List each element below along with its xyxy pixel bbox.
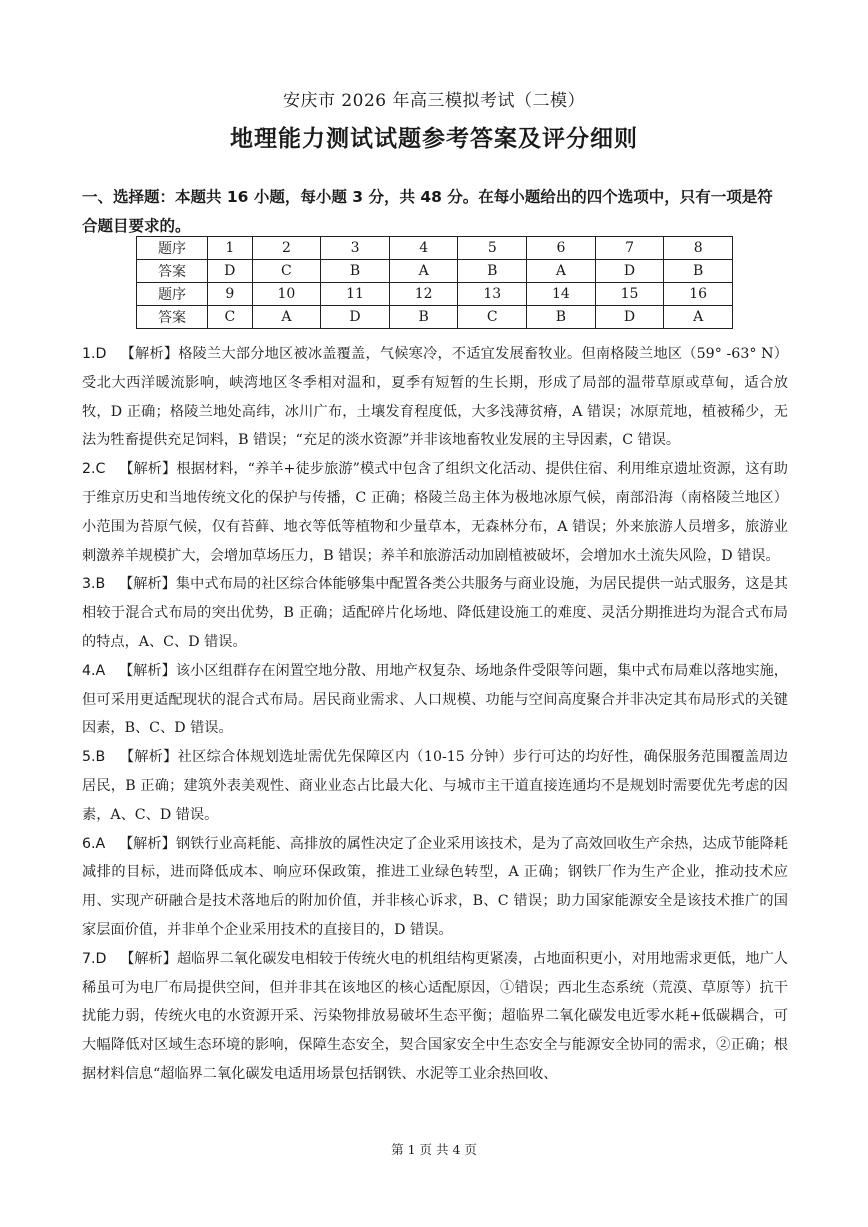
- table-cell: D: [595, 306, 664, 329]
- table-cell: C: [458, 306, 527, 329]
- table-cell: 12: [389, 283, 458, 306]
- row-label: 题序: [137, 237, 208, 260]
- explanation-text: 格陵兰大部分地区被冰盖覆盖，气候寒冷，不适宜发展畜牧业。但南格陵兰地区（59° -63° N）受北大西洋暖流影响，峡湾地区冬季相对温和，夏季有短暂的生长期，形成了局部的温带草原或草甸，适合放牧，D 正确；格陵兰地处高纬，冰川广布，土壤发育程度低，大多浅薄贫瘠，A 错误；冰原荒地，植被稀少，无法为牲畜提供充足饲料，B 错误；“充足的淡水资源”并非该地畜牧业发展的主导因素，C 错误。: [82, 346, 788, 449]
- table-cell: A: [252, 306, 321, 329]
- explanation-text: 集中式布局的社区综合体能够集中配置各类公共服务与商业设施，为居民提供一站式服务，这是其相较于混合式布局的突出优势，B 正确；适配碎片化场地、降低建设施工的难度、灵活分期推进均为混合式布局的特点，A、C、D 错误。: [82, 576, 788, 650]
- table-cell: 8: [664, 237, 733, 260]
- question-answer: 2.C: [82, 461, 106, 478]
- table-cell: C: [208, 306, 253, 329]
- explanation-item: [82, 830, 788, 945]
- table-cell: 13: [458, 283, 527, 306]
- table-cell: B: [527, 306, 596, 329]
- table-cell: 2: [252, 237, 321, 260]
- question-answer: 4.A: [82, 662, 106, 679]
- table-cell: A: [389, 260, 458, 283]
- table-cell: 10: [252, 283, 321, 306]
- table-cell: 1: [208, 237, 253, 260]
- analysis-tag: 【解析】: [118, 662, 176, 679]
- table-cell: D: [595, 260, 664, 283]
- explanation-item: [82, 657, 788, 743]
- table-cell: B: [664, 260, 733, 283]
- question-answer: 7.D: [82, 950, 107, 967]
- analysis-tag: 【解析】: [118, 576, 176, 593]
- table-cell: 9: [208, 283, 253, 306]
- analysis-tag: 【解析】: [119, 461, 177, 478]
- question-answer: 5.B: [82, 749, 106, 766]
- explanation-item: [82, 570, 788, 656]
- table-cell: 14: [527, 283, 596, 306]
- table-cell: B: [389, 306, 458, 329]
- table-cell: A: [527, 260, 596, 283]
- explanation-item: [82, 743, 788, 829]
- table-cell: B: [458, 260, 527, 283]
- table-cell: D: [208, 260, 253, 283]
- table-cell: A: [664, 306, 733, 329]
- explanation-item: [82, 945, 788, 1089]
- table-cell: B: [321, 260, 390, 283]
- explanations-list: [82, 340, 788, 1089]
- table-cell: C: [252, 260, 321, 283]
- explanation-text: 社区综合体规划选址需优先保障区内（10-15 分钟）步行可达的均好性，确保服务范围覆盖周边居民，B 正确；建筑外表美观性、商业业态占比最大化、与城市主干道直接连通均不是规划时需要优先考虑的因素，A、C、D 错误。: [82, 749, 789, 823]
- table-cell: 3: [321, 237, 390, 260]
- exam-title: 安庆市 2026 年高三模拟考试（二模）: [282, 91, 586, 111]
- analysis-tag: 【解析】: [120, 346, 179, 362]
- table-row: [137, 306, 733, 329]
- section-heading: 一、选择题：本题共 16 小题，每小题 3 分，共 48 分。在每小题给出的四个选项中，只有一项是符合题目要求的。: [82, 188, 773, 235]
- explanation-item: [82, 340, 788, 455]
- question-answer: 3.B: [82, 576, 106, 593]
- table-cell: 11: [321, 283, 390, 306]
- question-answer: 1.D: [82, 346, 107, 362]
- table-cell: 7: [595, 237, 664, 260]
- explanation-text: 根据材料，“养羊+徒步旅游”模式中包含了组织文化活动、提供住宿、利用维京遗址资源，这有助于维京历史和当地传统文化的保护与传播，C 正确；格陵兰岛主体为极地冰原气候，南部沿海（南格陵兰地区）小范围为苔原气候，仅有苔藓、地衣等低等植物和少量草本，无森林分布，A 错误；外来旅游人员增多，旅游业刺激养羊规模扩大，会增加草场压力，B 错误；养羊和旅游活动加剧植被破坏，会增加水土流失风险，D 错误。: [82, 461, 788, 564]
- row-label: 答案: [137, 306, 208, 329]
- row-label: 题序: [137, 283, 208, 306]
- explanation-text: 钢铁行业高耗能、高排放的属性决定了企业采用该技术，是为了高效回收生产余热，达成节能降耗减排的目标，进而降低成本、响应环保政策，推进工业绿色转型，A 正确；钢铁厂作为生产企业，推动技术应用、实现产研融合是技术落地后的附加价值，并非核心诉求，B、C 错误；助力国家能源安全是该技术推广的国家层面价值，并非单个企业采用技术的直接目的，D 错误。: [82, 835, 788, 938]
- row-label: 答案: [137, 260, 208, 283]
- table-cell: 5: [458, 237, 527, 260]
- answer-table: [136, 236, 733, 329]
- table-cell: 4: [389, 237, 458, 260]
- explanation-text: 超临界二氧化碳发电相较于传统火电的机组结构更紧凑，占地面积更小，对用地需求更低，地广人稀虽可为电厂布局提供空间，但并非其在该地区的核心适配原因，①错误；西北生态系统（荒漠、草原等）抗干扰能力弱，传统火电的水资源开采、污染物排放易破坏生态平衡；超临界二氧化碳发电近零水耗+低碳耦合，可大幅降低对区域生态环境的影响，保障生态安全，契合国家安全中生态安全与能源安全协同的需求，②正确；根据材料信息“超临界二氧化碳发电适用场景包括钢铁、水泥等工业余热回收、: [82, 950, 788, 1082]
- document-title: 地理能力测试试题参考答案及评分细则: [230, 126, 638, 152]
- page-footer: 第 1 页 共 4 页: [391, 1142, 477, 1157]
- explanation-text: 该小区组群存在闲置空地分散、用地产权复杂、场地条件受限等问题，集中式布局难以落地实施，但可采用更适配现状的混合式布局。居民商业需求、人口规模、功能与空间高度聚合并非决定其布局形式的关键因素，B、C、D 错误。: [82, 662, 788, 737]
- analysis-tag: 【解析】: [119, 749, 178, 766]
- table-cell: 16: [664, 283, 733, 306]
- table-row: [137, 260, 733, 283]
- explanation-item: [82, 455, 788, 570]
- table-cell: 15: [595, 283, 664, 306]
- table-row: [137, 237, 733, 260]
- table-row: [137, 283, 733, 306]
- analysis-tag: 【解析】: [118, 835, 176, 852]
- table-cell: D: [321, 306, 390, 329]
- analysis-tag: 【解析】: [120, 950, 177, 967]
- table-cell: 6: [527, 237, 596, 260]
- question-answer: 6.A: [82, 835, 106, 852]
